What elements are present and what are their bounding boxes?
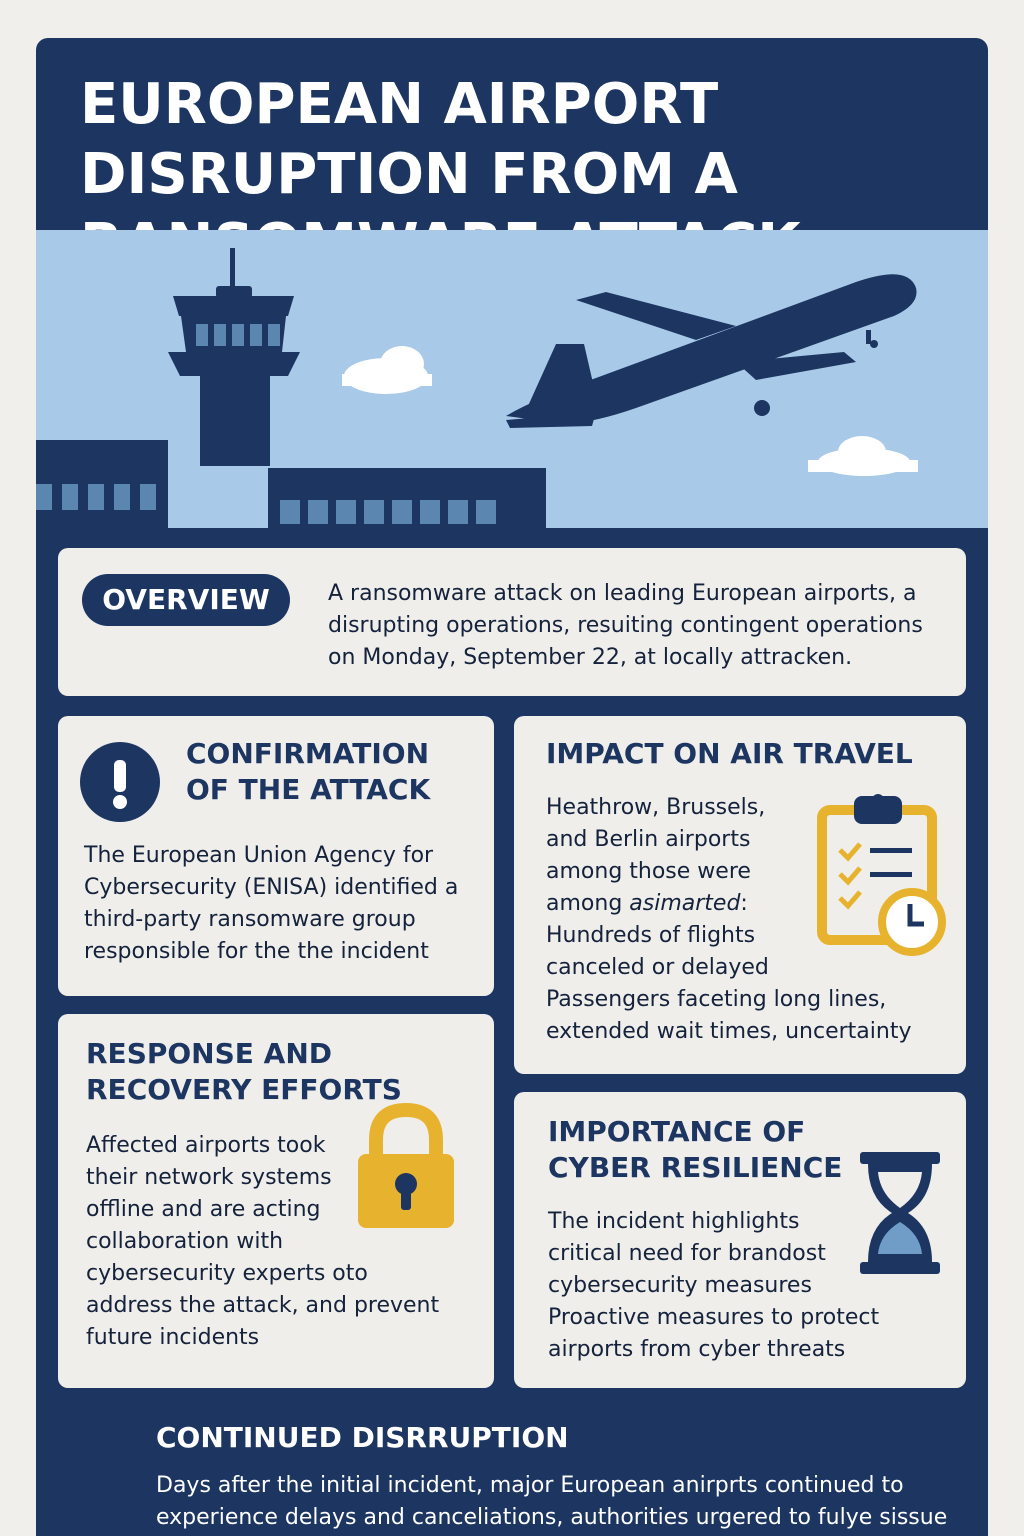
resilience-heading: IMPORTANCE OF CYBER RESILIENCE	[548, 1115, 843, 1184]
impact-heading: IMPACT ON AIR TRAVEL	[546, 737, 913, 770]
response-card	[58, 1014, 494, 1388]
page-title: EUROPEAN AIRPORT DISRUPTION FROM A	[80, 72, 738, 207]
airport-scene	[36, 230, 988, 528]
impact-text	[546, 792, 956, 1048]
response-text: Affected airports took their network systems offline and are acting collaboration with cybersecurity experts oto address the attack, and prevent future incidents	[86, 1133, 440, 1350]
confirmation-text: The European Union Agency for Cybersecurity (ENISA) identified a third-party ransomware group responsible for the the incident	[84, 843, 459, 964]
resilience-text: The incident highlights critical need for brandost cybersecurity measures Proactive measures to protect airports from cyber threats	[548, 1209, 880, 1362]
impact-text-part: Heathrow, Brussels, and Berlin airports among those were among	[546, 795, 766, 916]
confirmation-heading: CONFIRMATION OF THE ATTACK	[186, 737, 431, 806]
title-bar	[36, 38, 988, 230]
response-heading: RESPONSE AND RECOVERY EFFORTS	[86, 1037, 402, 1106]
confirmation-card	[58, 716, 494, 996]
continued-heading: CONTINUED DISRRUPTION	[156, 1421, 569, 1454]
impact-text-part: : Hundreds of flights canceled or delayed Passengers faceting long lines, extended wait times, uncertainty	[546, 891, 912, 1044]
overview-card	[58, 548, 966, 696]
exclamation-icon	[78, 740, 162, 824]
resilience-card	[514, 1092, 966, 1388]
overview-text: A ransomware attack on leading European airports, a disrupting operations, resuiting contingent operations on Monday, September 22, at locally attracken.	[328, 581, 923, 670]
airport-hero-illustration	[36, 230, 988, 528]
continued-text: Days after the initial incident, major European anirprts continued to experience delays and canceliations, authorities urgered to fulye sissue	[156, 1473, 948, 1530]
overview-label: OVERVIEW	[82, 574, 290, 626]
impact-card	[514, 716, 966, 1074]
infographic-frame	[36, 38, 988, 1536]
impact-text-italic: asimarted	[629, 891, 741, 916]
